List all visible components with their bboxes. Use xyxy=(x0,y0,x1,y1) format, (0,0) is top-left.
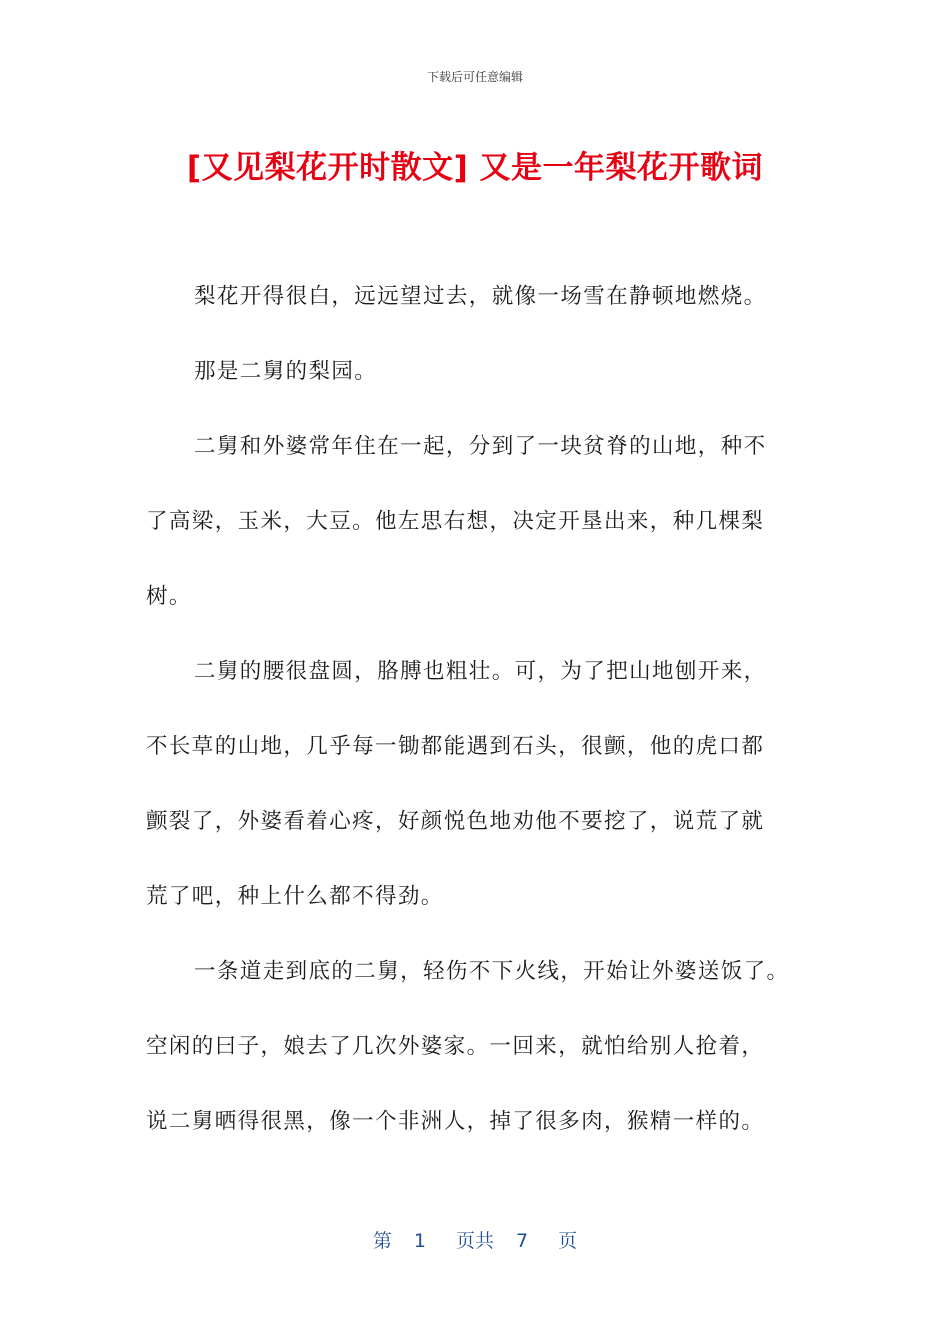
header-note: 下载后可任意编辑 xyxy=(426,70,523,84)
text-line: 颤裂了，外婆看着心疼，好颜悦色地劝他不要挖了，说荒了就 xyxy=(146,809,765,834)
document-title: [又见梨花开时散文] 又是一年梨花开歌词 xyxy=(186,150,764,186)
text-line: 说二舅晒得很黑，像一个非洲人，掉了很多肉，猴精一样的。 xyxy=(146,1109,765,1134)
text-line: 荒了吧，种上什么都不得劲。 xyxy=(146,884,444,909)
footer-prefix: 第 xyxy=(372,1230,392,1252)
text-line: 了高梁，玉米，大豆。他左思右想，决定开垦出来，种几棵梨 xyxy=(146,509,765,534)
text-line: 树。 xyxy=(146,584,192,609)
text-line: 二舅和外婆常年住在一起，分到了一块贫脊的山地，种不 xyxy=(194,434,767,459)
body-text xyxy=(146,278,814,1178)
text-line: 不长草的山地，几乎每一锄都能遇到石头，很颤，他的虎口都 xyxy=(146,734,765,759)
text-line: 二舅的腰很盘圆，胳膊也粗壮。可，为了把山地刨开来， xyxy=(194,659,767,684)
text-line: 那是二舅的梨园。 xyxy=(194,359,378,384)
footer-page-number: 1 xyxy=(413,1230,426,1252)
page-footer xyxy=(0,1226,950,1253)
text-line: 一条道走到底的二舅，轻伤不下火线，开始让外婆送饭了。 xyxy=(194,959,790,984)
text-line: 空闲的曰子，娘去了几次外婆家。一回来，就怕给别人抢着， xyxy=(146,1034,765,1059)
footer-suffix: 页 xyxy=(558,1230,578,1252)
text-line: 梨花开得很白，远远望过去，就像一场雪在静顿地燃烧。 xyxy=(194,284,767,309)
footer-total-pages: 7 xyxy=(516,1230,529,1252)
footer-middle: 页共 xyxy=(455,1230,494,1252)
